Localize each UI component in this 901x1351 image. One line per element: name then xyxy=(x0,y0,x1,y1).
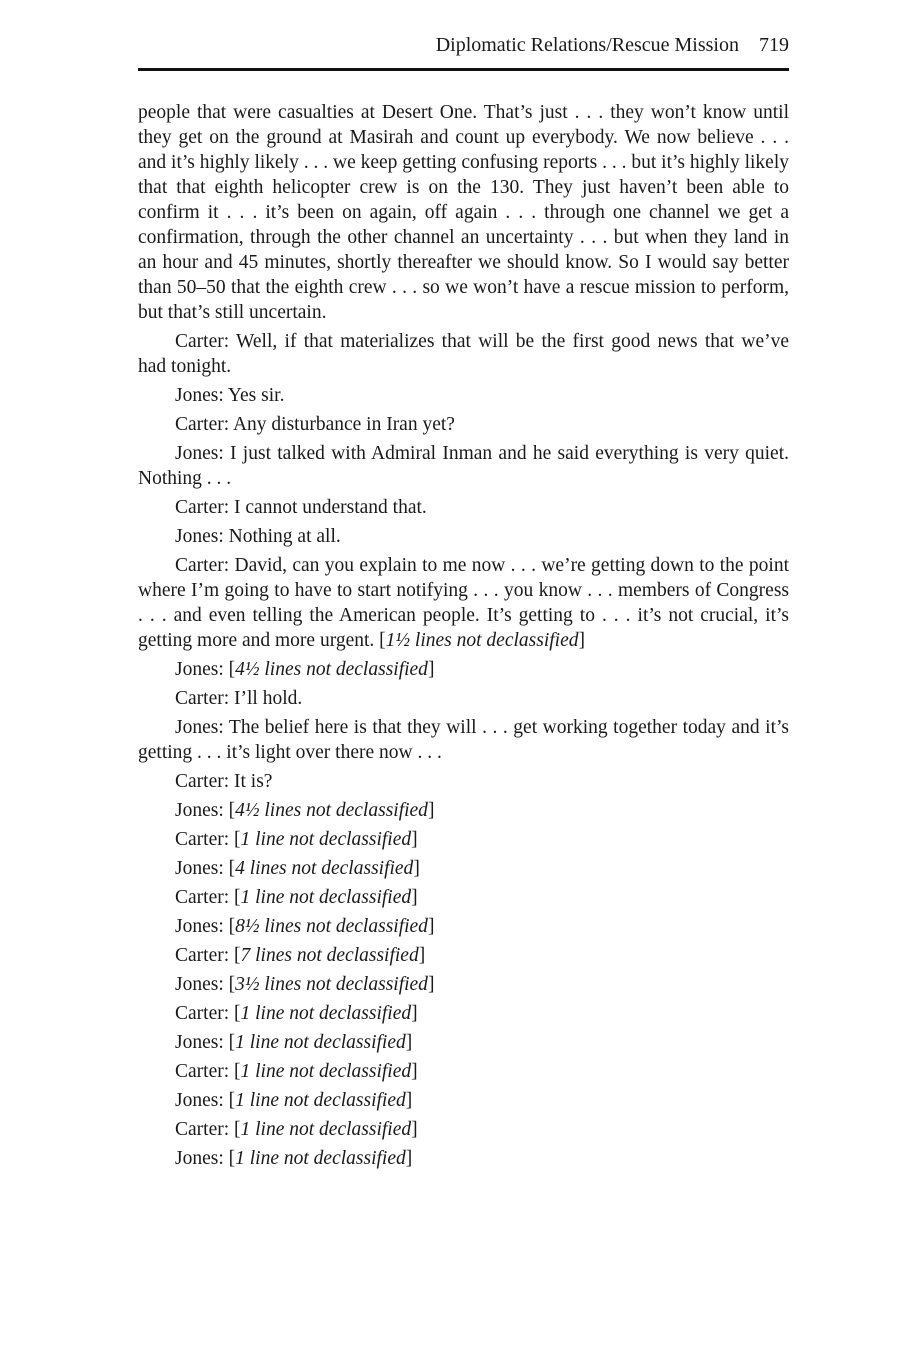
paragraph xyxy=(138,686,789,711)
paragraph-text: people that were casualties at Desert One. That’s just . . . they won’t know until they get on the ground at Masirah and count up everybody. We now believe . . . and it’s highly likely . . . we keep getting confusing reports . . . but it’s highly likely that that eighth helicopter crew is on the 130. They just haven’t been able to confirm it . . . it’s been on again, off again . . . through one channel we get a confirmation, through the other channel an uncertainty . . . but when they land in an hour and 45 minutes, shortly thereafter we should know. So I would say better than 50–50 that the eighth crew . . . so we won’t have a rescue mission to perform, but that’s still uncertain. xyxy=(138,102,790,323)
paragraph-text: Jones: xyxy=(175,974,224,995)
paragraph-text: Carter: xyxy=(175,829,230,850)
redaction-note: 1 line not declassified xyxy=(240,1003,412,1024)
paragraph: Jones: [1 line not declassified] xyxy=(175,1090,413,1111)
redaction-note: 1 line not declassified xyxy=(235,1148,406,1169)
paragraph-text: Carter: xyxy=(175,945,230,966)
paragraph xyxy=(138,769,789,794)
paragraph-text: Carter: xyxy=(175,1003,230,1024)
paragraph-text: Jones: xyxy=(175,1090,224,1111)
paragraph: Jones: [1 line not declassified] xyxy=(175,1032,413,1053)
paragraph: Jones: [3½ lines not declassified] xyxy=(175,974,435,995)
paragraph xyxy=(138,495,789,520)
redaction-note: 8½ lines not declassified xyxy=(235,916,428,937)
paragraph xyxy=(138,412,789,437)
paragraph-text: Carter: xyxy=(175,887,230,908)
redaction-note: 1 line not declassified xyxy=(235,1032,406,1053)
paragraph: Carter: [1 line not declassified] xyxy=(175,1003,418,1024)
paragraph-text: Jones: xyxy=(175,916,224,937)
running-title: Diplomatic Relations/Rescue Mission xyxy=(435,34,739,56)
redaction-note: 1 line not declassified xyxy=(235,1090,406,1111)
paragraph: Carter: David, can you explain to me now . . . we’re getting down to the point where I’m going to have to start notifying . . . you know . . . members of Congress . . . and even telling the American people. It’s getting to . . . it’s not crucial, it’s getting more and more urgent. [1½ lines not declassified] xyxy=(138,555,789,651)
redaction-note: 4½ lines not declassified xyxy=(235,800,428,821)
paragraph: Carter: [1 line not declassified] xyxy=(175,1061,418,1082)
body-text xyxy=(138,100,789,1175)
paragraph-text: Jones: I just talked with Admiral Inman and he said everything is very quiet. Nothing . . . xyxy=(138,443,789,489)
paragraph-text: Jones: Nothing at all. xyxy=(175,526,341,547)
paragraph: Jones: [8½ lines not declassified] xyxy=(175,916,435,937)
redaction-note: 1 line not declassified xyxy=(240,1061,412,1082)
paragraph xyxy=(138,329,789,379)
paragraph-text: Jones: xyxy=(175,858,224,879)
paragraph-text: Jones: xyxy=(175,1032,224,1053)
redaction-note: 1 line not declassified xyxy=(240,887,412,908)
page-number: 719 xyxy=(759,34,789,56)
paragraph-text: Jones: Yes sir. xyxy=(175,385,285,406)
paragraph: Carter: [1 line not declassified] xyxy=(175,1119,418,1140)
paragraph: Jones: [4½ lines not declassified] xyxy=(175,659,435,680)
paragraph-text: Carter: Well, if that materializes that will be the first good news that we’ve had tonight. xyxy=(138,331,789,377)
paragraph-text: Carter: David, can you explain to me now . . . we’re getting down to the point where I’m going to have to start notifying . . . you know . . . members of Congress . . . and even telling the American people. It’s getting to . . . it’s not crucial, it’s getting more and more urgent. xyxy=(138,555,789,651)
paragraph: Jones: [4½ lines not declassified] xyxy=(175,800,435,821)
redaction-note: 1 line not declassified xyxy=(240,829,412,850)
redaction-note: 4 lines not declassified xyxy=(235,858,414,879)
running-header xyxy=(138,34,789,71)
redaction-note: 4½ lines not declassified xyxy=(235,659,428,680)
paragraph xyxy=(138,441,789,491)
paragraph xyxy=(138,383,789,408)
paragraph: Jones: [1 line not declassified] xyxy=(175,1148,413,1169)
paragraph: Carter: [1 line not declassified] xyxy=(175,887,418,908)
paragraph-text: Carter: xyxy=(175,1061,230,1082)
redaction-note: 3½ lines not declassified xyxy=(235,974,428,995)
redaction-note: 1½ lines not declassified xyxy=(385,630,579,651)
redaction-note: 1 line not declassified xyxy=(240,1119,412,1140)
paragraph xyxy=(138,524,789,549)
paragraph-text: Jones: xyxy=(175,1148,224,1169)
paragraph-text: Carter: Any disturbance in Iran yet? xyxy=(175,414,455,435)
paragraph: Carter: [7 lines not declassified] xyxy=(175,945,426,966)
paragraph-text: Jones: The belief here is that they will . . . get working together today and it’s getting . . . it’s light over there now . . . xyxy=(138,717,789,763)
paragraph xyxy=(138,715,789,765)
paragraph-text: Carter: xyxy=(175,1119,230,1140)
paragraph-text: Carter: It is? xyxy=(175,771,273,792)
paragraph: Jones: [4 lines not declassified] xyxy=(175,858,420,879)
paragraph-text: Jones: xyxy=(175,800,224,821)
paragraph-text: Carter: I cannot understand that. xyxy=(175,497,427,518)
paragraph xyxy=(138,100,789,325)
paragraph: Carter: [1 line not declassified] xyxy=(175,829,418,850)
redaction-note: 7 lines not declassified xyxy=(240,945,419,966)
paragraph-text: Carter: I’ll hold. xyxy=(175,688,303,709)
paragraph-text: Jones: xyxy=(175,659,224,680)
